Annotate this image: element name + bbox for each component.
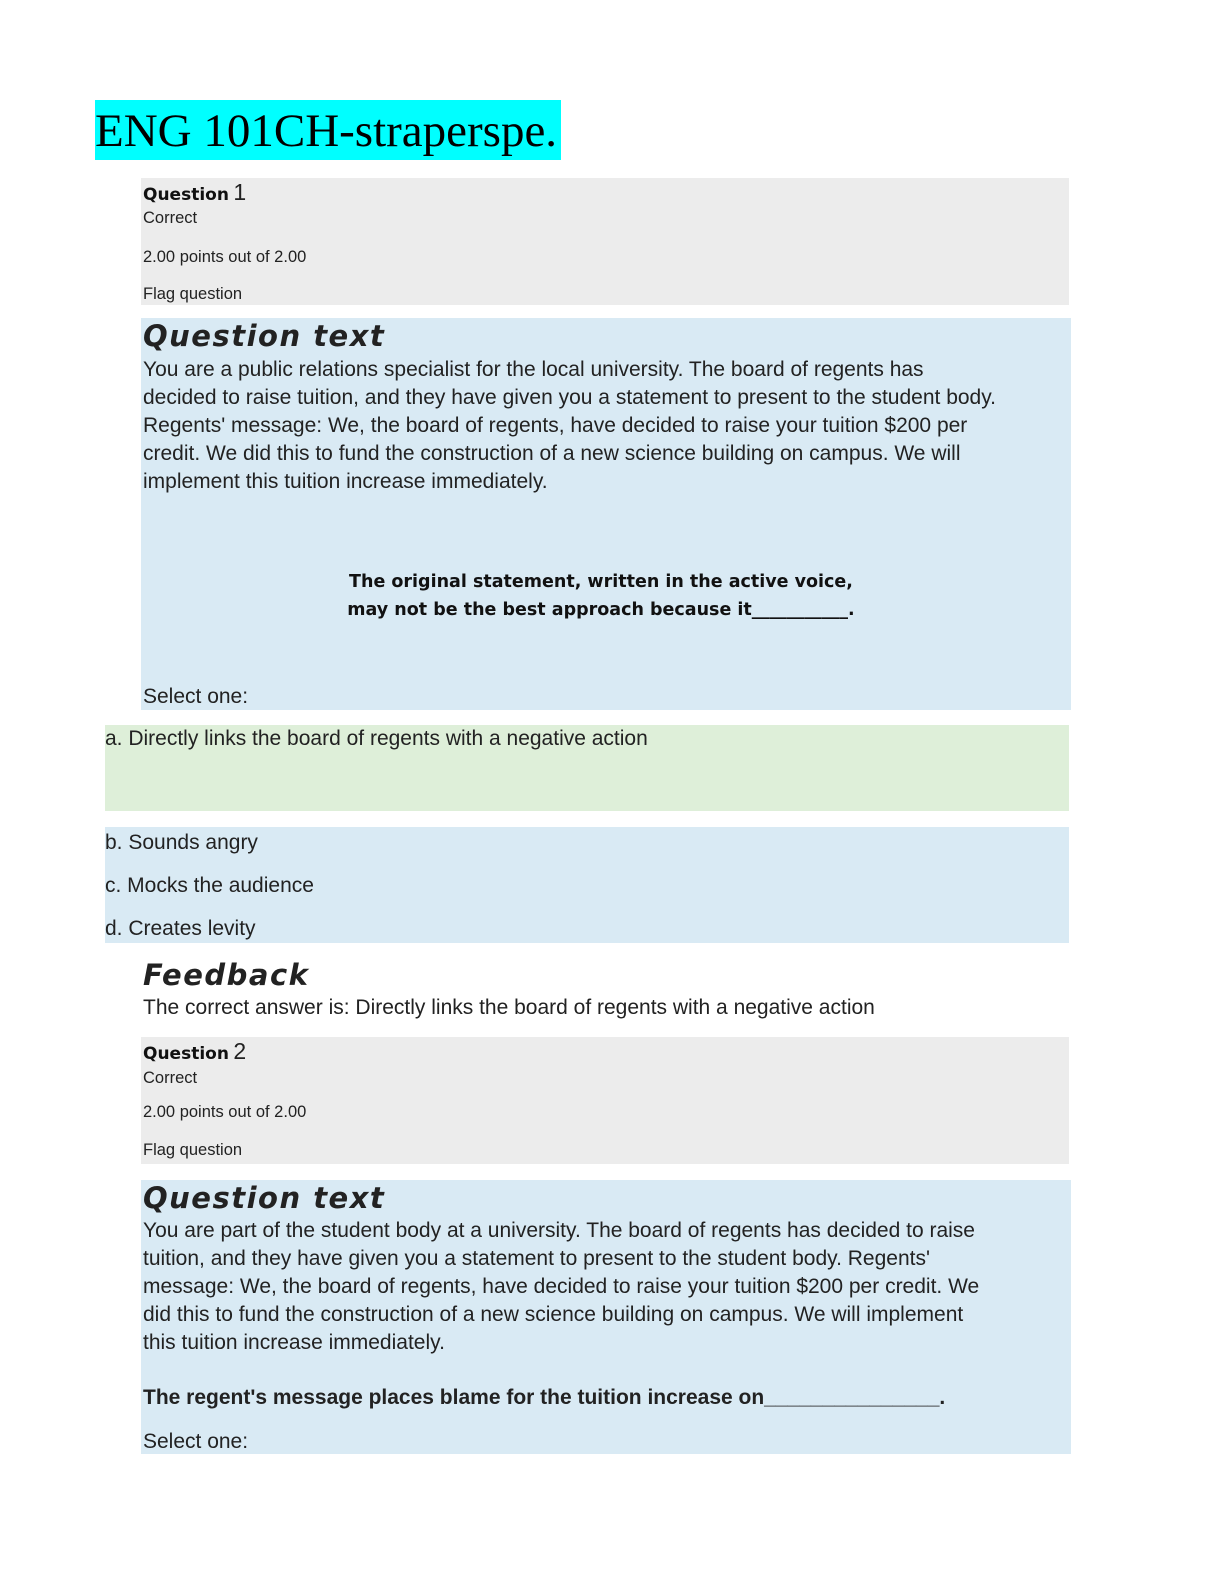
document-title: ENG 101CH-straperspe. — [95, 100, 561, 160]
question-number: 1 — [233, 179, 247, 205]
question-text-heading: Question text — [143, 1181, 386, 1215]
question-status: Correct — [143, 209, 198, 227]
question-text-line: Regents' message: We, the board of regents, have decided to raise your tuition $200 per — [143, 414, 968, 437]
question-prompt — [141, 568, 1061, 624]
question-text-body — [143, 1217, 1068, 1357]
answer-label: a. Directly links the board of regents with a negative action — [105, 727, 648, 750]
answer-option-d[interactable]: d. Creates levity — [105, 917, 256, 940]
question-prompt-line: may not be the best approach because it___________. — [347, 600, 855, 620]
question-1-text-box — [141, 318, 1071, 710]
select-one-label: Select one: — [143, 1430, 249, 1453]
question-text-line: message: We, the board of regents, have decided to raise your tuition $200 per credit. We — [143, 1275, 980, 1298]
question-text-line: decided to raise tuition, and they have given you a statement to present to the student body. — [143, 386, 997, 409]
feedback-heading: Feedback — [143, 958, 310, 992]
question-prompt-line: The original statement, written in the active voice, — [349, 572, 853, 592]
question-points: 2.00 points out of 2.00 — [143, 1103, 307, 1121]
question-text-line: this tuition increase immediately. — [143, 1331, 445, 1354]
answer-options-group — [105, 827, 1069, 943]
flag-question-link[interactable]: Flag question — [143, 285, 243, 303]
question-text-line: credit. We did this to fund the construction of a new science building on campus. We will — [143, 442, 961, 465]
answer-option-b[interactable]: b. Sounds angry — [105, 831, 258, 854]
question-text-line: implement this tuition increase immediately. — [143, 470, 548, 493]
flag-question-link[interactable]: Flag question — [143, 1141, 243, 1159]
question-prompt: The regent's message places blame for the tuition increase on_______________. — [143, 1386, 946, 1409]
answer-option-c[interactable]: c. Mocks the audience — [105, 874, 314, 897]
question-text-line: You are a public relations specialist for the local university. The board of regents has — [143, 358, 924, 381]
question-text-line: You are part of the student body at a university. The board of regents has decided to raise — [143, 1219, 975, 1242]
question-number: 2 — [233, 1038, 247, 1064]
question-text-line: tuition, and they have given you a statement to present to the student body. Regents' — [143, 1247, 930, 1270]
question-text-heading: Question text — [143, 319, 386, 353]
question-points: 2.00 points out of 2.00 — [143, 248, 307, 266]
answer-option-a[interactable] — [105, 725, 1069, 811]
question-1-heading — [143, 179, 246, 206]
question-label: Question — [143, 1044, 229, 1064]
question-text-line: did this to fund the construction of a new science building on campus. We will implement — [143, 1303, 964, 1326]
question-text-body — [143, 356, 1068, 496]
question-2-info-box — [141, 1037, 1069, 1164]
select-one-label: Select one: — [143, 685, 249, 708]
feedback-text: The correct answer is: Directly links the board of regents with a negative action — [143, 996, 875, 1019]
question-label: Question — [143, 185, 229, 205]
question-status: Correct — [143, 1069, 198, 1087]
question-2-text-box — [141, 1180, 1071, 1454]
question-2-heading — [143, 1038, 246, 1065]
question-1-info-box — [141, 178, 1069, 305]
